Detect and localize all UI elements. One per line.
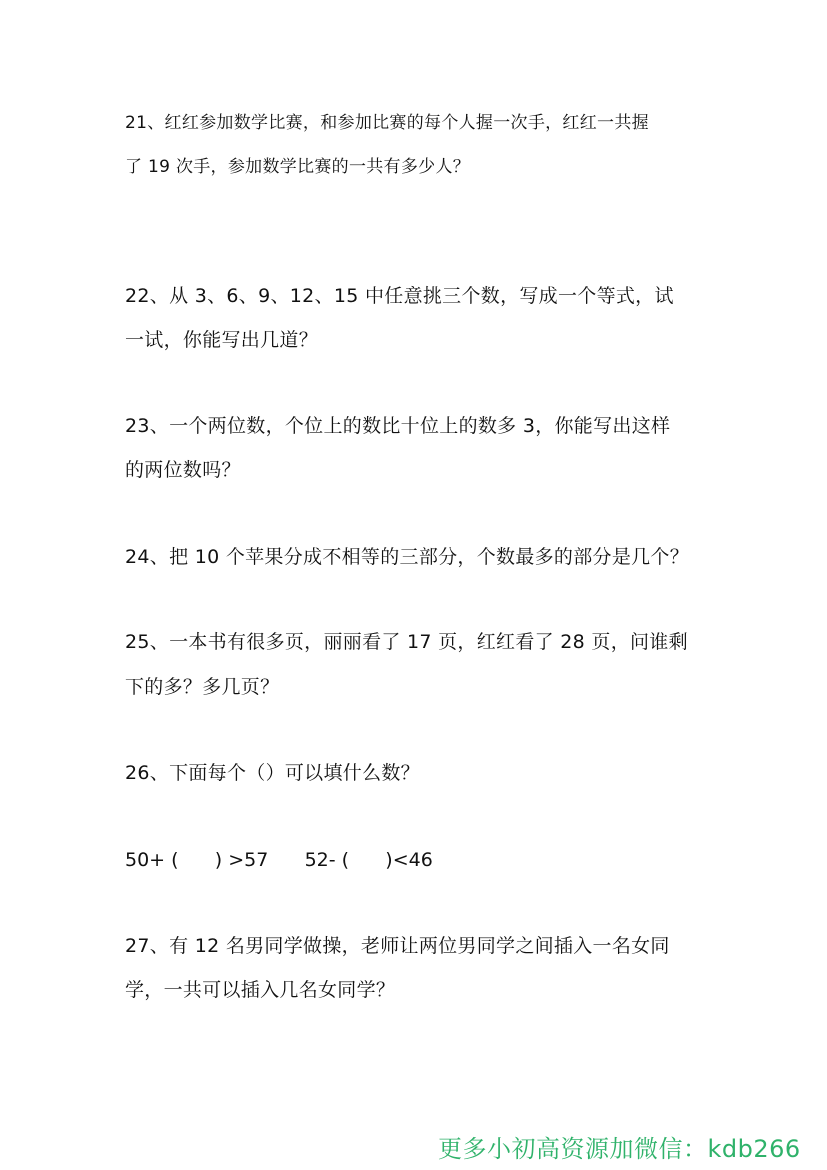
question-21-line-2: 了 19 次手，参加数学比赛的一共有多少人？ xyxy=(125,157,471,177)
question-24-line-1: 24、把 10 个苹果分成不相等的三部分，个数最多的部分是几个？ xyxy=(125,546,690,568)
question-26-expression: 50+ ( ) >57 52- ( )<46 xyxy=(125,849,433,871)
question-21-line-1: 21、红红参加数学比赛，和参加比赛的每个人握一次手，红红一共握 xyxy=(125,113,649,133)
question-27-line-1: 27、有 12 名男同学做操，老师让两位男同学之间插入一名女同 xyxy=(125,935,670,957)
question-25-line-1: 25、一本书有很多页，丽丽看了 17 页，红红看了 28 页，问谁剩 xyxy=(125,631,688,653)
question-22-line-1: 22、从 3、6、9、12、15 中任意挑三个数，写成一个等式，试 xyxy=(125,285,674,307)
question-26-line-1: 26、下面每个（）可以填什么数？ xyxy=(125,762,420,784)
watermark-text: 更多小初高资源加微信：kdb266 xyxy=(438,1135,801,1163)
question-27-line-2: 学，一共可以插入几名女同学？ xyxy=(125,979,396,1001)
question-25-line-2: 下的多？多几页？ xyxy=(125,676,280,698)
question-23-line-2: 的两位数吗？ xyxy=(125,459,241,481)
question-22-line-2: 一试，你能写出几道？ xyxy=(125,329,319,351)
question-23-line-1: 23、一个两位数，个位上的数比十位上的数多 3，你能写出这样 xyxy=(125,415,671,437)
